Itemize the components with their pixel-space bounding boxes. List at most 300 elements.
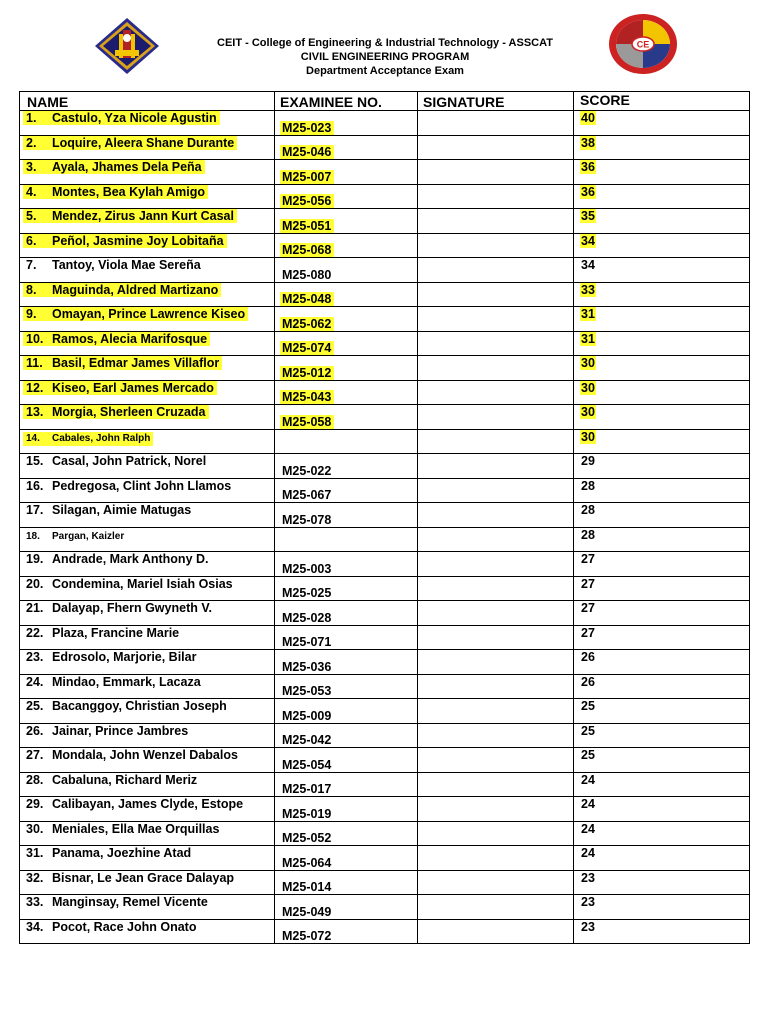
row-number: 7.	[26, 258, 37, 272]
score-value: 27	[581, 576, 595, 591]
examinee-no-cell	[275, 258, 418, 283]
table-row	[20, 699, 750, 724]
score-cell	[574, 846, 750, 871]
examinee-name	[23, 479, 234, 493]
examinee-name	[23, 381, 217, 395]
examinee-name	[23, 136, 237, 150]
row-number: 15.	[26, 454, 44, 468]
table-row	[20, 405, 750, 430]
score-value: 26	[581, 674, 595, 689]
score-cell	[574, 601, 750, 626]
row-number: 30.	[26, 821, 44, 836]
name-cell	[20, 772, 275, 797]
row-number: 33.	[26, 895, 44, 909]
examinee-no-cell	[275, 870, 418, 895]
examinee-name	[23, 160, 205, 174]
ceit-logo	[93, 16, 161, 76]
score-cell	[574, 576, 750, 601]
table-row	[20, 772, 750, 797]
name-cell	[20, 699, 275, 724]
table-row	[20, 919, 750, 944]
table-row	[20, 331, 750, 356]
examinee-name	[23, 846, 194, 860]
examinee-no: M25-078	[282, 512, 332, 527]
name-cell	[20, 184, 275, 209]
civil-engineering-logo	[607, 12, 679, 76]
signature-cell	[418, 527, 574, 552]
signature-cell	[418, 797, 574, 822]
examinee-no-cell	[275, 331, 418, 356]
examinee-no-cell	[275, 650, 418, 675]
examinee-no-cell	[275, 429, 418, 454]
examinee-no: M25-062	[280, 317, 334, 331]
table-row	[20, 454, 750, 479]
name-text: Edrosolo, Marjorie, Bilar	[52, 650, 197, 664]
name-text: Plaza, Francine Marie	[52, 625, 180, 640]
table-row	[20, 748, 750, 773]
score-value: 38	[581, 135, 595, 150]
svg-text:CE: CE	[636, 39, 650, 50]
examinee-no: M25-046	[280, 145, 334, 159]
name-cell	[20, 160, 275, 185]
examinee-no-cell	[275, 748, 418, 773]
name-text: Condemina, Mariel Isiah Osias	[52, 576, 233, 591]
table-row	[20, 576, 750, 601]
examinee-no: M25-056	[280, 194, 334, 208]
table-row	[20, 503, 750, 528]
examinee-no: M25-022	[282, 463, 332, 478]
name-text: Montes, Bea Kylah Amigo	[52, 184, 206, 199]
row-number: 4.	[26, 184, 37, 199]
score-cell	[574, 356, 750, 381]
signature-cell	[418, 601, 574, 626]
examinee-no: M25-052	[282, 831, 332, 845]
examinee-no-cell	[275, 405, 418, 430]
name-text: Bisnar, Le Jean Grace Dalayap	[52, 870, 235, 885]
table-row	[20, 527, 750, 552]
name-cell	[20, 380, 275, 405]
signature-cell	[418, 135, 574, 160]
examinee-name	[23, 626, 182, 640]
examinee-no-cell	[275, 503, 418, 528]
examinee-name	[23, 552, 212, 566]
table-row	[20, 258, 750, 283]
examinee-no: M25-053	[282, 684, 332, 698]
score-value: 30	[581, 356, 595, 370]
examinee-no-cell	[275, 160, 418, 185]
examinee-name	[23, 283, 221, 297]
examinee-no: M25-064	[282, 855, 332, 870]
signature-cell	[418, 233, 574, 258]
name-text: Omayan, Prince Lawrence Kiseo	[52, 307, 246, 321]
score-value: 31	[581, 307, 595, 321]
name-text: Calibayan, James Clyde, Estope	[52, 797, 244, 811]
score-cell	[574, 478, 750, 503]
score-value: 24	[581, 821, 595, 836]
score-cell	[574, 919, 750, 944]
examinee-name	[23, 234, 227, 248]
examinee-no-cell	[275, 209, 418, 234]
score-cell	[574, 772, 750, 797]
signature-cell	[418, 307, 574, 332]
row-number: 27.	[26, 748, 44, 762]
name-text: Cabaluna, Richard Meriz	[52, 772, 198, 787]
examinee-no-cell	[275, 184, 418, 209]
score-cell	[574, 184, 750, 209]
examinee-no-cell	[275, 454, 418, 479]
name-cell	[20, 209, 275, 234]
column-header-name: NAME	[20, 92, 275, 111]
column-header-examinee-no: EXAMINEE NO.	[275, 92, 418, 111]
score-value: 26	[581, 650, 595, 664]
name-text: Loquire, Aleera Shane Durante	[52, 135, 235, 150]
examinee-no: M25-019	[282, 806, 332, 821]
row-number: 26.	[26, 723, 44, 738]
score-cell	[574, 307, 750, 332]
score-cell	[574, 209, 750, 234]
table-row	[20, 821, 750, 846]
examinee-no: M25-054	[282, 757, 332, 772]
examinee-name	[23, 209, 237, 223]
examinee-no-cell	[275, 674, 418, 699]
row-number: 1.	[26, 111, 37, 125]
name-text: Cabales, John Ralph	[52, 432, 151, 444]
signature-cell	[418, 699, 574, 724]
name-text: Castulo, Yza Nicole Agustin	[52, 111, 217, 125]
signature-cell	[418, 748, 574, 773]
row-number: 2.	[26, 135, 37, 150]
examinee-no-cell	[275, 307, 418, 332]
row-number: 12.	[26, 380, 44, 395]
signature-cell	[418, 356, 574, 381]
table-row	[20, 601, 750, 626]
examinee-name	[23, 920, 199, 934]
name-cell	[20, 748, 275, 773]
signature-cell	[418, 821, 574, 846]
examinee-no: M25-048	[280, 292, 334, 306]
name-text: Pedregosa, Clint John Llamos	[52, 478, 232, 493]
examinee-no: M25-014	[282, 880, 332, 894]
table-row	[20, 650, 750, 675]
examinee-no-cell	[275, 895, 418, 920]
signature-cell	[418, 650, 574, 675]
examinee-no: M25-049	[282, 904, 332, 919]
name-text: Jainar, Prince Jambres	[52, 723, 189, 738]
score-value: 27	[581, 625, 595, 640]
signature-cell	[418, 429, 574, 454]
name-cell	[20, 258, 275, 283]
name-cell	[20, 797, 275, 822]
score-value: 25	[581, 748, 595, 762]
name-cell	[20, 282, 275, 307]
row-number: 22.	[26, 625, 44, 640]
table-row	[20, 870, 750, 895]
examinee-no: M25-007	[280, 170, 334, 184]
table-row	[20, 674, 750, 699]
examinee-no-cell	[275, 821, 418, 846]
examinee-no: M25-043	[280, 390, 334, 404]
examinee-no-cell	[275, 723, 418, 748]
examinee-name	[23, 405, 209, 419]
examinee-no-cell	[275, 380, 418, 405]
score-cell	[574, 454, 750, 479]
name-cell	[20, 895, 275, 920]
signature-cell	[418, 846, 574, 871]
signature-cell	[418, 723, 574, 748]
score-value: 29	[581, 454, 595, 468]
row-number: 18.	[26, 530, 40, 542]
score-cell	[574, 821, 750, 846]
table-row	[20, 380, 750, 405]
row-number: 19.	[26, 552, 44, 566]
table-row	[20, 797, 750, 822]
name-cell	[20, 527, 275, 552]
row-number: 32.	[26, 870, 44, 885]
examinee-no-cell	[275, 527, 418, 552]
name-text: Mendez, Zirus Jann Kurt Casal	[52, 209, 234, 223]
row-number: 8.	[26, 282, 37, 297]
signature-cell	[418, 209, 574, 234]
row-number: 6.	[26, 233, 37, 248]
name-text: Bacanggoy, Christian Joseph	[52, 699, 227, 713]
row-number: 25.	[26, 699, 44, 713]
examinee-no: M25-009	[282, 708, 332, 723]
score-cell	[574, 331, 750, 356]
name-text: Mondala, John Wenzel Dabalos	[52, 748, 238, 762]
examinee-no: M25-036	[282, 659, 332, 674]
name-text: Pargan, Kaizler	[52, 530, 125, 542]
score-value: 24	[581, 797, 595, 811]
score-value: 40	[581, 111, 595, 125]
examinee-no-cell	[275, 625, 418, 650]
row-number: 34.	[26, 919, 44, 934]
name-cell	[20, 307, 275, 332]
score-value: 23	[581, 870, 595, 885]
examinee-no: M25-051	[280, 219, 334, 233]
examinee-name	[23, 530, 127, 544]
examinee-no: M25-012	[280, 366, 334, 380]
score-value: 30	[581, 405, 595, 419]
name-text: Ramos, Alecia Marifosque	[52, 331, 208, 346]
score-cell	[574, 625, 750, 650]
table-row	[20, 356, 750, 381]
examinee-no: M25-028	[282, 610, 332, 625]
examinee-name	[23, 724, 191, 738]
signature-cell	[418, 772, 574, 797]
row-number: 5.	[26, 209, 37, 223]
score-value: 25	[581, 699, 595, 713]
score-cell	[574, 429, 750, 454]
examinee-no: M25-072	[282, 929, 332, 943]
name-text: Casal, John Patrick, Norel	[52, 454, 207, 468]
name-cell	[20, 331, 275, 356]
row-number: 14.	[26, 432, 40, 444]
score-cell	[574, 111, 750, 136]
name-cell	[20, 429, 275, 454]
signature-cell	[418, 870, 574, 895]
name-cell	[20, 625, 275, 650]
score-value: 35	[581, 209, 595, 223]
score-value: 34	[581, 233, 595, 248]
score-cell	[574, 527, 750, 552]
row-number: 20.	[26, 576, 44, 591]
score-value: 25	[581, 723, 595, 738]
name-cell	[20, 601, 275, 626]
name-text: Kiseo, Earl James Mercado	[52, 380, 214, 395]
score-cell	[574, 135, 750, 160]
row-number: 9.	[26, 307, 37, 321]
name-cell	[20, 233, 275, 258]
examinee-no-cell	[275, 601, 418, 626]
score-value: 24	[581, 772, 595, 787]
score-cell	[574, 233, 750, 258]
signature-cell	[418, 282, 574, 307]
signature-cell	[418, 380, 574, 405]
examinee-no: M25-067	[282, 488, 332, 502]
name-cell	[20, 723, 275, 748]
table-row	[20, 111, 750, 136]
name-cell	[20, 552, 275, 577]
signature-cell	[418, 552, 574, 577]
score-cell	[574, 674, 750, 699]
signature-cell	[418, 625, 574, 650]
examinee-name	[23, 601, 215, 615]
table-row	[20, 233, 750, 258]
examinee-name	[23, 699, 230, 713]
column-header-signature: SIGNATURE	[418, 92, 574, 111]
examinee-name	[23, 822, 222, 836]
table-row	[20, 723, 750, 748]
examinee-no-cell	[275, 552, 418, 577]
signature-cell	[418, 919, 574, 944]
examinee-no-cell	[275, 919, 418, 944]
college-name: CEIT - College of Engineering & Industrial Technology - ASSCAT	[217, 37, 553, 49]
examinee-no-cell	[275, 478, 418, 503]
score-cell	[574, 895, 750, 920]
name-cell	[20, 478, 275, 503]
name-cell	[20, 503, 275, 528]
examinee-no-cell	[275, 111, 418, 136]
name-text: Panama, Joezhine Atad	[52, 846, 192, 860]
score-cell	[574, 258, 750, 283]
examinee-no-cell	[275, 233, 418, 258]
score-value: 31	[581, 331, 595, 346]
examinee-name	[23, 503, 194, 517]
name-text: Tantoy, Viola Mae Sereña	[52, 258, 201, 272]
score-cell	[574, 160, 750, 185]
score-cell	[574, 748, 750, 773]
examinee-name	[23, 111, 220, 125]
name-cell	[20, 576, 275, 601]
examinee-no: M25-017	[282, 782, 332, 796]
score-cell	[574, 797, 750, 822]
exam-results-table	[19, 91, 750, 944]
name-cell	[20, 846, 275, 871]
examinee-name	[23, 650, 199, 664]
name-cell	[20, 870, 275, 895]
row-number: 13.	[26, 405, 44, 419]
examinee-no: M25-003	[282, 561, 332, 576]
row-number: 16.	[26, 478, 44, 493]
name-text: Mindao, Emmark, Lacaza	[52, 674, 201, 689]
examinee-name	[23, 895, 211, 909]
examinee-name	[23, 307, 248, 321]
score-value: 34	[581, 258, 595, 272]
examinee-name	[23, 454, 209, 468]
examinee-name	[23, 773, 200, 787]
score-value: 27	[581, 601, 595, 615]
score-value: 36	[581, 160, 595, 174]
table-row	[20, 846, 750, 871]
score-value: 24	[581, 846, 595, 860]
row-number: 17.	[26, 503, 44, 517]
examinee-name	[23, 748, 241, 762]
name-cell	[20, 650, 275, 675]
name-text: Peñol, Jasmine Joy Lobitaña	[52, 233, 224, 248]
examinee-name	[23, 332, 210, 346]
name-text: Pocot, Race John Onato	[52, 919, 197, 934]
name-text: Andrade, Mark Anthony D.	[52, 552, 209, 566]
examinee-no: M25-074	[280, 341, 334, 355]
score-value: 30	[581, 429, 595, 444]
score-cell	[574, 650, 750, 675]
examinee-name	[23, 432, 153, 446]
examinee-name	[23, 797, 246, 811]
score-cell	[574, 380, 750, 405]
signature-cell	[418, 258, 574, 283]
score-cell	[574, 699, 750, 724]
signature-cell	[418, 160, 574, 185]
row-number: 21.	[26, 601, 44, 615]
examinee-no: M25-042	[282, 733, 332, 747]
name-text: Maguinda, Aldred Martizano	[52, 282, 219, 297]
signature-cell	[418, 674, 574, 699]
examinee-name	[23, 356, 222, 370]
row-number: 23.	[26, 650, 44, 664]
name-text: Manginsay, Remel Vicente	[52, 895, 208, 909]
table-row	[20, 307, 750, 332]
score-value: 27	[581, 552, 595, 566]
examinee-no: M25-068	[280, 243, 334, 257]
name-cell	[20, 111, 275, 136]
signature-cell	[418, 331, 574, 356]
table-row	[20, 552, 750, 577]
examinee-no-cell	[275, 772, 418, 797]
examinee-no: M25-071	[282, 635, 332, 649]
name-cell	[20, 919, 275, 944]
table-header-row	[20, 92, 750, 111]
examinee-name	[23, 871, 237, 885]
examinee-no: M25-023	[280, 121, 334, 135]
examinee-no-cell	[275, 699, 418, 724]
row-number: 3.	[26, 160, 37, 174]
examinee-no-cell	[275, 576, 418, 601]
examinee-no-cell	[275, 356, 418, 381]
row-number: 11.	[26, 356, 43, 370]
document-header	[190, 36, 580, 78]
score-cell	[574, 282, 750, 307]
score-cell	[574, 870, 750, 895]
table-row	[20, 429, 750, 454]
score-value: 28	[581, 503, 595, 517]
name-cell	[20, 356, 275, 381]
column-header-score: SCORE	[574, 92, 750, 111]
name-cell	[20, 405, 275, 430]
examinee-no-cell	[275, 797, 418, 822]
score-value: 36	[581, 184, 595, 199]
examinee-no: M25-080	[282, 267, 332, 282]
name-text: Basil, Edmar James Villaflor	[52, 356, 220, 370]
